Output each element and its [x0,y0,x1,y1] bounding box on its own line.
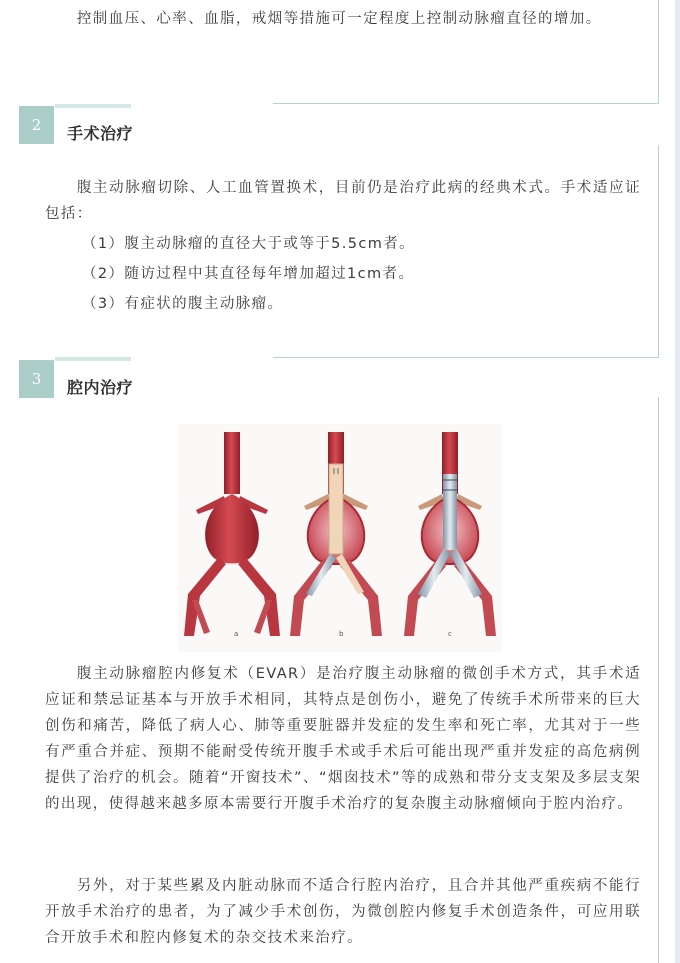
section-2-paragraph: 腹主动脉瘤切除、人工血管置换术，目前仍是治疗此病的经典术式。手术适应证包括： [45,180,641,222]
list-item: （2）随访过程中其直径每年增加超过1cm者。 [82,266,415,282]
intro-paragraph: 控制血压、心率、血脂，戒烟等措施可一定程度上控制动脉瘤直径的增加。 [76,11,602,27]
section-number-badge: 2 [19,106,54,144]
section-badge-bar [55,357,131,361]
section-title: 腔内治疗 [67,378,134,397]
frame-right-line [658,145,659,357]
section-title: 手术治疗 [67,124,134,143]
panel-label-c: c [448,630,452,638]
frame-right-line [658,0,659,103]
panel-label-b: b [339,630,344,638]
panel-label-a: a [234,630,239,638]
frame-right-line [658,397,659,963]
scrollbar[interactable] [675,0,680,963]
list-item: （1）腹主动脉瘤的直径大于或等于5.5cm者。 [82,236,416,252]
frame-bottom-line [273,103,659,104]
list-item: （3）有症状的腹主动脉瘤。 [82,296,284,312]
section-3-paragraph-2: 另外，对于某些累及内脏动脉而不适合行腔内治疗，且合并其他严重疾病不能行开放手术治疗的患者，为了减少手术创伤，为微创腔内修复手术创造条件，可应用联合开放手术和腔内修复术的杂交技术来治疗。 [45,878,641,946]
evar-illustration [178,424,502,652]
section-number-badge: 3 [19,360,54,398]
frame-bottom-line [273,357,659,358]
section-badge-bar [55,104,131,108]
section-3-paragraph-1: 腹主动脉瘤腔内修复术（EVAR）是治疗腹主动脉瘤的微创手术方式，其手术适应证和禁忌证基本与开放手术相同，其特点是创伤小，避免了传统手术所带来的巨大创伤和痛苦，降低了病人心、肺等重要脏器并发症的发生率和死亡率，尤其对于一些有严重合并症、预期不能耐受传统开腹手术或手术后可能出现严重并发症的高危病例提供了治疗的机会。随着“开窗技术”、“烟囱技术”等的成熟和带分支支架及多层支架的出现，使得越来越多原本需要行开腹手术治疗的复杂腹主动脉瘤倾向于腔内治疗。 [45,666,641,812]
